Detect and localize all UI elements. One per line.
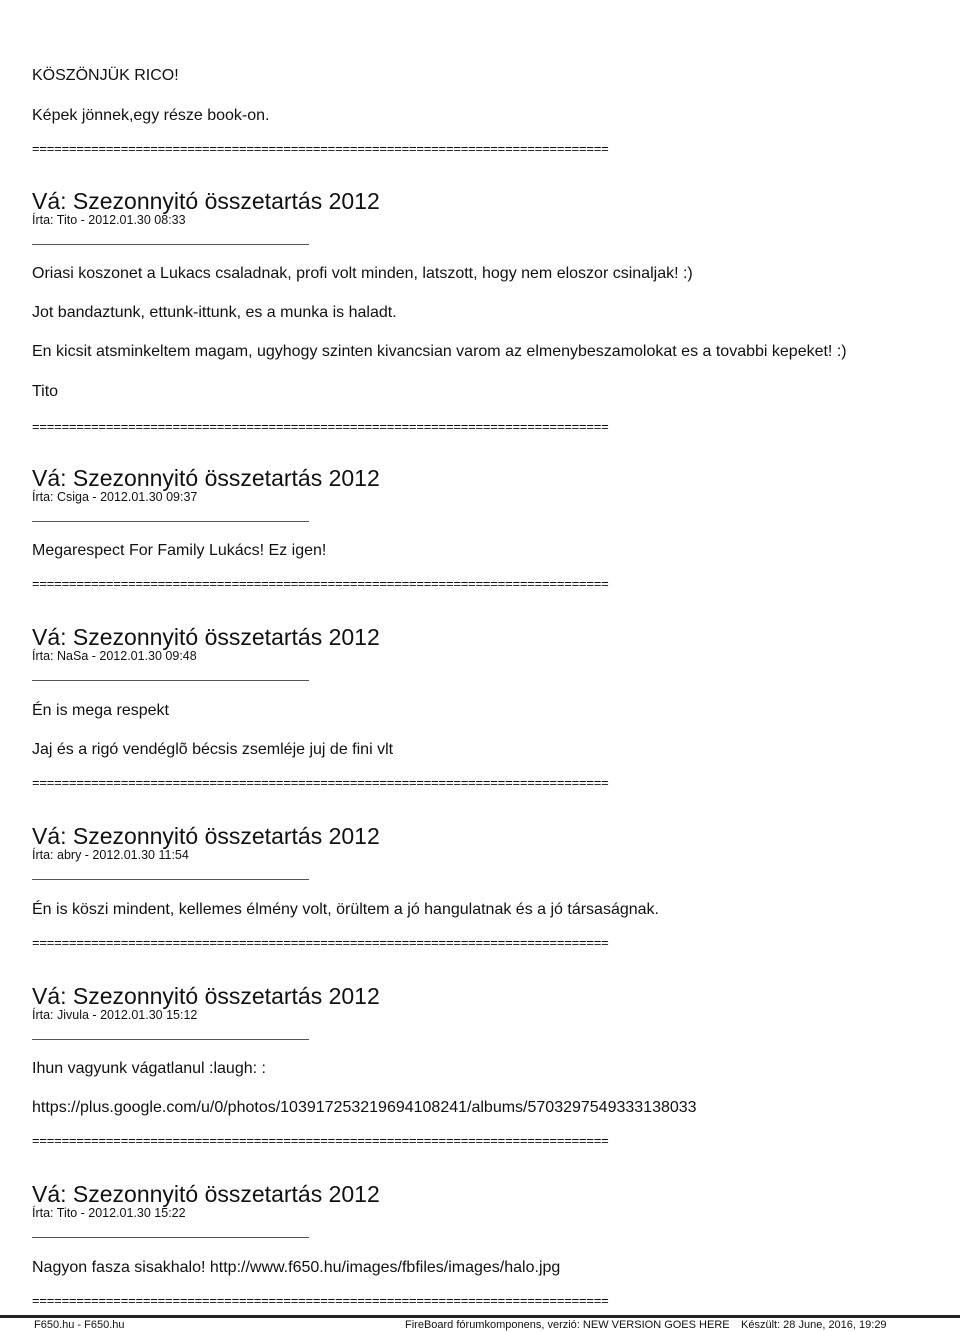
post-body-line: Jot bandaztunk, ettunk-ittunk, es a munka is haladt.	[32, 304, 397, 321]
footer-site: F650.hu - F650.hu	[34, 1319, 125, 1331]
post-divider	[32, 244, 309, 245]
post-title: Vá: Szezonnyitó összetartás 2012	[32, 823, 380, 849]
post-body-line: https://plus.google.com/u/0/photos/103917253219694108241/albums/5703297549333138033	[32, 1099, 697, 1116]
post-body-line: Én is mega respekt	[32, 702, 169, 719]
post-meta: Írta: NaSa - 2012.01.30 09:48	[32, 649, 197, 663]
separator: ==============================================================================	[32, 1134, 609, 1147]
post-title: Vá: Szezonnyitó összetartás 2012	[32, 983, 380, 1009]
post-body-line: Nagyon fasza sisakhalo! http://www.f650.hu/images/fbfiles/images/halo.jpg	[32, 1259, 561, 1276]
footer-created: Készült: 28 June, 2016, 19:29	[741, 1319, 887, 1331]
intro-line: Képek jönnek,egy része book-on.	[32, 107, 270, 124]
post-meta: Írta: Tito - 2012.01.30 08:33	[32, 213, 186, 227]
post-divider	[32, 1237, 309, 1238]
separator: ==============================================================================	[32, 142, 609, 155]
separator: ==============================================================================	[32, 1294, 609, 1307]
post-meta: Írta: abry - 2012.01.30 11:54	[32, 848, 189, 862]
post-body-line: En kicsit atsminkeltem magam, ugyhogy szinten kivancsian varom az elmenybeszamolokat es a tovabbi kepeket! :)	[32, 343, 847, 360]
post-divider	[32, 521, 309, 522]
footer-component: FireBoard fórumkomponens, verzió: NEW VERSION GOES HERE	[405, 1319, 730, 1331]
post-title: Vá: Szezonnyitó összetartás 2012	[32, 188, 380, 214]
post-divider	[32, 1039, 309, 1040]
separator: ==============================================================================	[32, 420, 609, 433]
separator: ==============================================================================	[32, 936, 609, 949]
intro-line: KÖSZÖNJÜK RICO!	[32, 67, 179, 84]
post-divider	[32, 680, 309, 681]
post-body-line: Én is köszi mindent, kellemes élmény volt, örültem a jó hangulatnak és a jó társaságnak.	[32, 901, 659, 918]
post-body-line: Oriasi koszonet a Lukacs csaladnak, profi volt minden, latszott, hogy nem eloszor csinaljak! :)	[32, 265, 693, 282]
post-divider	[32, 879, 309, 880]
separator: ==============================================================================	[32, 776, 609, 789]
post-body-line: Ihun vagyunk vágatlanul :laugh: :	[32, 1060, 266, 1077]
post-meta: Írta: Jivula - 2012.01.30 15:12	[32, 1008, 198, 1022]
post-title: Vá: Szezonnyitó összetartás 2012	[32, 465, 380, 491]
post-body-line: Megarespect For Family Lukács! Ez igen!	[32, 542, 327, 559]
post-title: Vá: Szezonnyitó összetartás 2012	[32, 624, 380, 650]
footer-divider	[0, 1315, 960, 1318]
separator: ==============================================================================	[32, 577, 609, 590]
post-title: Vá: Szezonnyitó összetartás 2012	[32, 1181, 380, 1207]
post-body-line: Tito	[32, 383, 59, 400]
post-meta: Írta: Csiga - 2012.01.30 09:37	[32, 490, 198, 504]
post-meta: Írta: Tito - 2012.01.30 15:22	[32, 1206, 186, 1220]
post-body-line: Jaj és a rigó vendéglõ bécsis zsemléje juj de fini vlt	[32, 741, 394, 758]
